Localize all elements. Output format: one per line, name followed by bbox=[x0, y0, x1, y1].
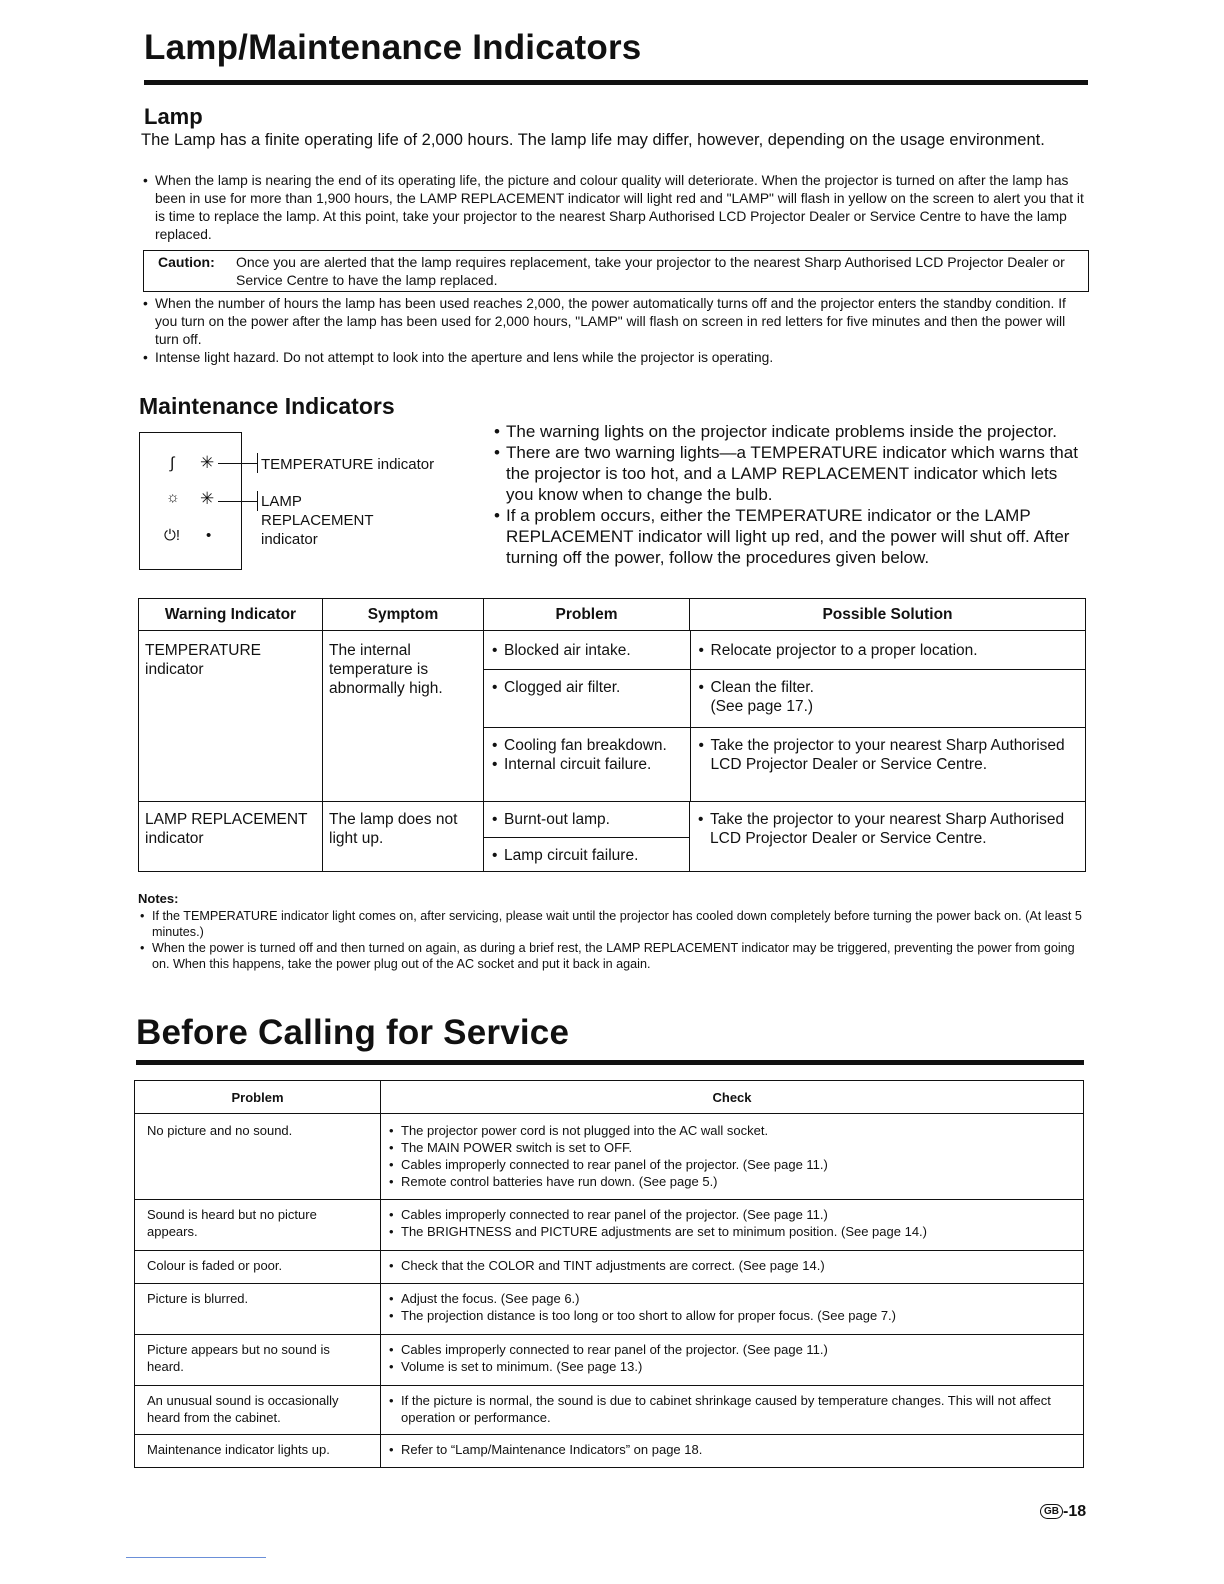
problem-item: • Cooling fan breakdown. bbox=[490, 736, 684, 755]
maintenance-heading: Maintenance Indicators bbox=[139, 393, 395, 419]
title-rule bbox=[144, 80, 1088, 85]
thermometer-icon: ∫ bbox=[170, 455, 175, 472]
check-item: • Adjust the focus. (See page 6.) bbox=[387, 1290, 1077, 1307]
col-header-solution: Possible Solution bbox=[690, 599, 1086, 631]
solution-item: • Clean the filter. (See page 17.) bbox=[697, 678, 1080, 716]
col-header-warning-indicator: Warning Indicator bbox=[139, 599, 323, 631]
symptom-cell: The internal temperature is abnormally high. bbox=[329, 642, 443, 697]
lamp-icon: ☼ bbox=[166, 489, 180, 506]
temp-leader-tick bbox=[257, 453, 258, 473]
table-row bbox=[135, 1386, 1084, 1435]
lamp-leader-line bbox=[218, 501, 258, 502]
problem-item: • Lamp circuit failure. bbox=[490, 846, 683, 865]
lamp-bullet-1: • When the lamp is nearing the end of its operating life, the picture and colour quality will deteriorate. When the projector is turned on after the lamp has been in use for more than 1,900 hours, the LAMP REPLACEMENT indicator will light red and "LAMP" will flash in yellow on the screen to alert you that it is time to replace the lamp. At this point, take your projector to the nearest Sharp Authorised LCD Projector Dealer or Service Centre to have the lamp replaced. bbox=[141, 172, 1086, 244]
maintenance-bullet-2: • There are two warning lights—a TEMPERATURE indicator which warns that the projector is too hot, and a LAMP REPLACEMENT indicator which lets you know when to change the bulb. bbox=[492, 442, 1082, 505]
caution-label: Caution: bbox=[158, 254, 215, 270]
problem-item: • Clogged air filter. bbox=[490, 678, 684, 697]
problem-item: • Burnt-out lamp. bbox=[490, 810, 683, 829]
symptom-cell: The lamp does not light up. bbox=[329, 811, 458, 847]
lamp-problems bbox=[484, 802, 689, 871]
warning-indicator-table bbox=[138, 598, 1086, 872]
check-item: • Cables improperly connected to rear panel of the projector. (See page 11.) bbox=[387, 1156, 1077, 1173]
lamp-bullet-2: • When the number of hours the lamp has been used reaches 2,000, the power automatically turns off and the projector enters the standby condition. If you turn on the power after the lamp has been used for 2,000 hours, "LAMP" will flash on screen in red letters for five minutes and then the power will turn off. bbox=[141, 295, 1086, 349]
divider bbox=[126, 1557, 266, 1558]
note-item: • When the power is turned off and then turned on again, as during a brief rest, the LAMP REPLACEMENT indicator may be triggered, preventing the power from going on. When this happens, take the power plug out of the AC socket and put it back in again. bbox=[138, 940, 1083, 972]
service-title-rule bbox=[136, 1060, 1084, 1065]
table-row bbox=[135, 1114, 1084, 1200]
lamp-intro: The Lamp has a finite operating life of 2,000 hours. The lamp life may differ, however, depending on the usage environment. bbox=[141, 131, 1045, 149]
power-icon: ⏻! bbox=[164, 527, 181, 544]
page-number-text: -18 bbox=[1063, 1503, 1087, 1520]
lamp-bullet-3: • Intense light hazard. Do not attempt to look into the aperture and lens while the projector is operating. bbox=[141, 349, 1086, 367]
solution-item: • Take the projector to your nearest Sharp Authorised LCD Projector Dealer or Service Centre. bbox=[696, 810, 1079, 848]
table-row bbox=[135, 1251, 1084, 1284]
caution-text: Once you are alerted that the lamp requires replacement, take your projector to the nearest Sharp Authorised LCD Projector Dealer or Service Centre to have the lamp replaced. bbox=[236, 254, 1065, 288]
check-item: • If the picture is normal, the sound is due to cabinet shrinkage caused by temperature changes. This will not affect operation or performance. bbox=[387, 1392, 1077, 1426]
caution-box bbox=[143, 250, 1089, 292]
check-item: • Cables improperly connected to rear panel of the projector. (See page 11.) bbox=[387, 1206, 1077, 1223]
col-header-check: Check bbox=[381, 1081, 1084, 1114]
page-number bbox=[1040, 1503, 1086, 1521]
check-item: • Cables improperly connected to rear panel of the projector. (See page 11.) bbox=[387, 1341, 1077, 1358]
temp-leader-line bbox=[218, 463, 258, 464]
solution-item: • Take the projector to your nearest Sharp Authorised LCD Projector Dealer or Service Centre. bbox=[697, 736, 1080, 774]
table-row bbox=[135, 1284, 1084, 1335]
maintenance-bullet-3: • If a problem occurs, either the TEMPERATURE indicator or the LAMP REPLACEMENT indicator will light up red, and the power will shut off. After turning off the power, follow the procedures given below. bbox=[492, 505, 1082, 568]
table-row bbox=[135, 1200, 1084, 1251]
col-header-problem: Problem bbox=[135, 1081, 381, 1114]
power-light-icon: • bbox=[206, 527, 212, 544]
solution-item: • Relocate projector to a proper location. bbox=[697, 641, 1080, 660]
check-item: • Volume is set to minimum. (See page 13.) bbox=[387, 1358, 1077, 1375]
table-row bbox=[135, 1335, 1084, 1386]
problem-item: • Blocked air intake. bbox=[490, 641, 684, 660]
check-item: • The BRIGHTNESS and PICTURE adjustments are set to minimum position. (See page 14.) bbox=[387, 1223, 1077, 1240]
check-item: • Remote control batteries have run down. (See page 5.) bbox=[387, 1173, 1077, 1190]
problem-item: • Internal circuit failure. bbox=[490, 755, 684, 774]
page-title: Lamp/Maintenance Indicators bbox=[144, 28, 642, 67]
lamp-light-icon: ✳ bbox=[200, 489, 215, 508]
lamp-bullets-2 bbox=[141, 295, 1086, 367]
check-item: • Check that the COLOR and TINT adjustments are correct. (See page 14.) bbox=[387, 1257, 1077, 1274]
check-item: • The projector power cord is not plugged into the AC wall socket. bbox=[387, 1122, 1077, 1139]
maintenance-bullets bbox=[492, 421, 1082, 568]
lamp-bullets bbox=[141, 172, 1086, 244]
indicator-cell: LAMP REPLACEMENT indicator bbox=[145, 811, 308, 847]
col-header-symptom: Symptom bbox=[323, 599, 484, 631]
table-row bbox=[139, 802, 1086, 872]
service-table bbox=[134, 1080, 1084, 1468]
lamp-heading: Lamp bbox=[144, 104, 203, 129]
temp-problem-solution bbox=[484, 631, 1085, 801]
indicator-cell: TEMPERATURE indicator bbox=[145, 642, 261, 678]
temperature-light-icon: ✳ bbox=[200, 453, 215, 472]
problem-cell: Maintenance indicator lights up. bbox=[147, 1442, 330, 1457]
region-badge-icon: GB bbox=[1040, 1504, 1063, 1519]
note-item: • If the TEMPERATURE indicator light comes on, after servicing, please wait until the projector has cooled down completely before turning the power back on. (At least 5 minutes.) bbox=[138, 908, 1083, 940]
service-title: Before Calling for Service bbox=[136, 1013, 570, 1052]
notes-heading: Notes: bbox=[138, 891, 179, 906]
check-item: • The MAIN POWER switch is set to OFF. bbox=[387, 1139, 1077, 1156]
problem-cell: No picture and no sound. bbox=[147, 1123, 293, 1138]
notes bbox=[138, 891, 1083, 972]
problem-cell: An unusual sound is occasionally heard from the cabinet. bbox=[147, 1393, 339, 1425]
col-header-problem: Problem bbox=[484, 599, 690, 631]
table-row bbox=[139, 631, 1086, 802]
temperature-indicator-label: TEMPERATURE indicator bbox=[261, 456, 435, 473]
check-item: • Refer to “Lamp/Maintenance Indicators” on page 18. bbox=[387, 1441, 1077, 1458]
maintenance-bullet-1: • The warning lights on the projector indicate problems inside the projector. bbox=[492, 421, 1082, 442]
problem-cell: Picture is blurred. bbox=[147, 1291, 249, 1306]
table-row bbox=[135, 1435, 1084, 1468]
lamp-leader-tick bbox=[257, 491, 258, 511]
problem-cell: Sound is heard but no picture appears. bbox=[147, 1207, 317, 1239]
check-item: • The projection distance is too long or too short to allow for proper focus. (See page 7.) bbox=[387, 1307, 1077, 1324]
problem-cell: Picture appears but no sound is heard. bbox=[147, 1342, 330, 1374]
lamp-replacement-indicator-label: LAMP REPLACEMENT indicator bbox=[261, 493, 374, 548]
problem-cell: Colour is faded or poor. bbox=[147, 1258, 283, 1273]
